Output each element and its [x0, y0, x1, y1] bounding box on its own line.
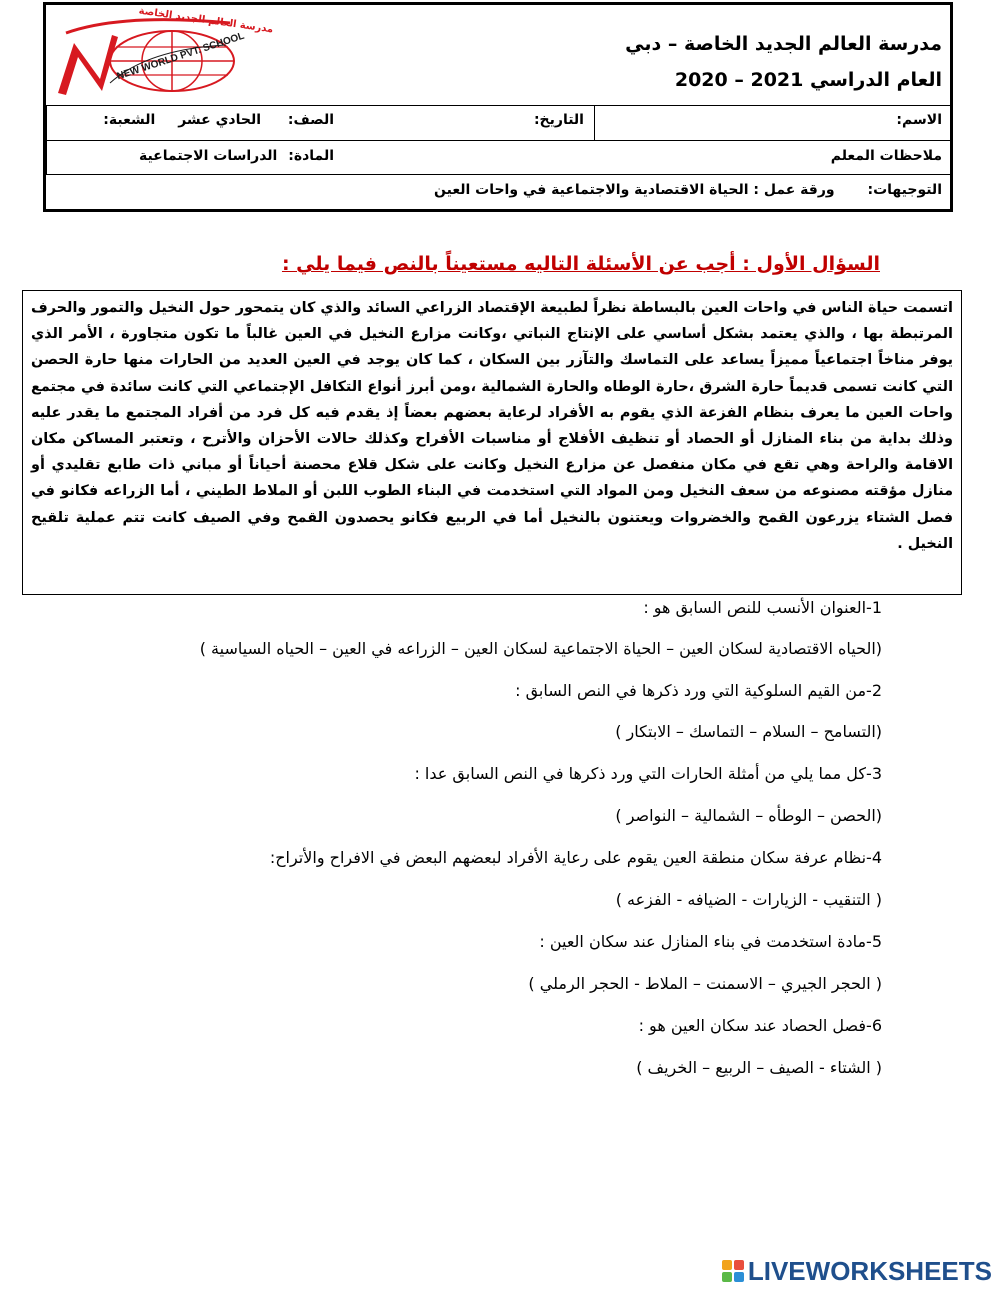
- question-6-options[interactable]: ( الشتاء - الصيف – الربيع – الخريف ): [636, 1058, 882, 1077]
- subject-label: المادة:: [288, 148, 334, 164]
- question-2-text: 2-من القيم السلوكية التي ورد ذكرها في النص السابق :: [515, 681, 882, 700]
- reading-passage-box: [22, 290, 962, 595]
- question-1-heading: السؤال الأول : أجب عن الأسئلة التاليه مستعيناً بالنص فيما يلي :: [281, 253, 880, 275]
- school-year: العام الدراسي 2021 – 2020: [674, 69, 942, 91]
- info-row-instructions: [46, 175, 950, 209]
- header-box: [43, 2, 953, 212]
- logo-english-text: NEW WORLD PVT. SCHOOL: [115, 30, 246, 83]
- liveworksheets-brand[interactable]: [722, 1256, 992, 1286]
- reading-passage-text: اتسمت حياة الناس في واحات العين بالبساطة نظراً لطبيعة الإقتصاد الزراعي السائد والذي كان يتمحور حول النخيل والتمور والحرف المرتبطة بها ، والذي يعتمد بشكل أساسي على الإنتاج النباتي ،وكانت مزارع النخيل في العين غالباً ما تكون متجاورة ، الأمر الذي يوفر مناخاً اجتماعياً مميزاً يساعد على التماسك والتآزر بين السكان ، كما كان يوجد في العين العديد من الحارات منها حارة الحصن التي كانت تسمى قديماً حارة الشرق ،حارة الوطاه والحارة الشمالية ،ومن أبرز أنواع التكافل الإجتماعي التي كانت سائدة في مجتمع واحات العين ما يعرف بنظام الفزعة الذي يقوم به الأفراد لرعاية بعضهم بعضاً إذ يقدم فيه كل فرد من أفراد المجتمع ما يقدر عليه وذلك بداية من بناء المنازل أو الحصاد أو تنظيف الأفلاج أو مناسبات الأفراح وكذلك حالات الأحزان والأترح ، وتعتبر المساكن مكان الاقامة والراحة وهي تقع في مكان منفصل عن مزارع النخيل وكانت على شكل قلاع محصنة أحياناً أو مباني ذات طابع تقليدي أو منازل مؤقته مصنوعه من سعف النخيل ومن المواد التي استخدمت في البناء الطوب اللبن أو الملاط الطيني ، أما الزراعه فكانو في فصل الشتاء يزرعون القمح والخضروات ويعتنون بالنخيل أما في الربيع فكانو يحصدون القمح وفي الصيف كانت تتم عملية تلقيح النخيل .: [31, 300, 953, 552]
- grade-value: الحادي عشر: [178, 112, 261, 128]
- info-row-notes: [46, 141, 950, 175]
- question-3-options[interactable]: (الحصن – الوطأه – الشمالية – النواصر ): [615, 806, 882, 825]
- question-2-options[interactable]: (التسامح – السلام – التماسك – الابتكار ): [615, 722, 882, 741]
- subject-cell: [46, 141, 342, 174]
- school-name: مدرسة العالم الجديد الخاصة – دبي: [625, 33, 942, 55]
- instructions-label: التوجيهات:: [867, 182, 942, 198]
- subject-value: الدراسات الاجتماعية: [138, 148, 278, 164]
- question-6-text: 6-فصل الحصاد عند سكان العين هو :: [638, 1016, 882, 1035]
- liveworksheets-brand-text: LIVEWORKSHEETS: [747, 1255, 992, 1286]
- name-label: الاسم:: [896, 112, 942, 128]
- grade-cell[interactable]: [46, 105, 342, 140]
- question-4-options[interactable]: ( التنقيب - الزيارات - الضيافه - الفزعه ): [615, 890, 882, 909]
- question-5-options[interactable]: ( الحجر الجيري – الاسمنت – الملاط - الحجر الرملي ): [528, 974, 882, 993]
- question-1-options[interactable]: (الحياه الاقتصادية لسكان العين – الحياة الاجتماعية لسكان العين – الزراعه في العين – الحياه السياسية ): [199, 639, 882, 658]
- teacher-notes-field[interactable]: [342, 141, 950, 174]
- teacher-notes-label: ملاحظات المعلم: [830, 148, 942, 164]
- question-5-text: 5-مادة استخدمت في بناء المنازل عند سكان العين :: [539, 932, 882, 951]
- question-4-text: 4-نظام عرفة سكان منطقة العين يقوم على رعاية الأفراد لبعضهم البعض في الافراح والأتراح:: [269, 848, 882, 867]
- date-cell[interactable]: [342, 105, 592, 140]
- question-3-text: 3-كل مما يلي من أمثلة الحارات التي ورد ذكرها في النص السابق عدا :: [414, 764, 882, 783]
- liveworksheets-logo-icon: [722, 1260, 744, 1282]
- name-field[interactable]: [595, 105, 950, 140]
- instructions-cell: [46, 175, 950, 209]
- logo-arabic-text: مدرسة العالم الجديد الخاصة: [137, 5, 274, 36]
- school-logo: [52, 5, 274, 97]
- instructions-value: ورقة عمل : الحياة الاقتصادية والاجتماعية في واحات العين: [434, 182, 835, 198]
- question-1-text: 1-العنوان الأنسب للنص السابق هو :: [643, 598, 882, 617]
- date-label: التاريخ:: [533, 112, 584, 128]
- section-label: الشعبة:: [103, 112, 156, 128]
- header-top: [46, 5, 950, 106]
- grade-label: الصف:: [287, 112, 334, 128]
- info-row-name: [46, 105, 950, 141]
- date-field[interactable]: [594, 105, 595, 140]
